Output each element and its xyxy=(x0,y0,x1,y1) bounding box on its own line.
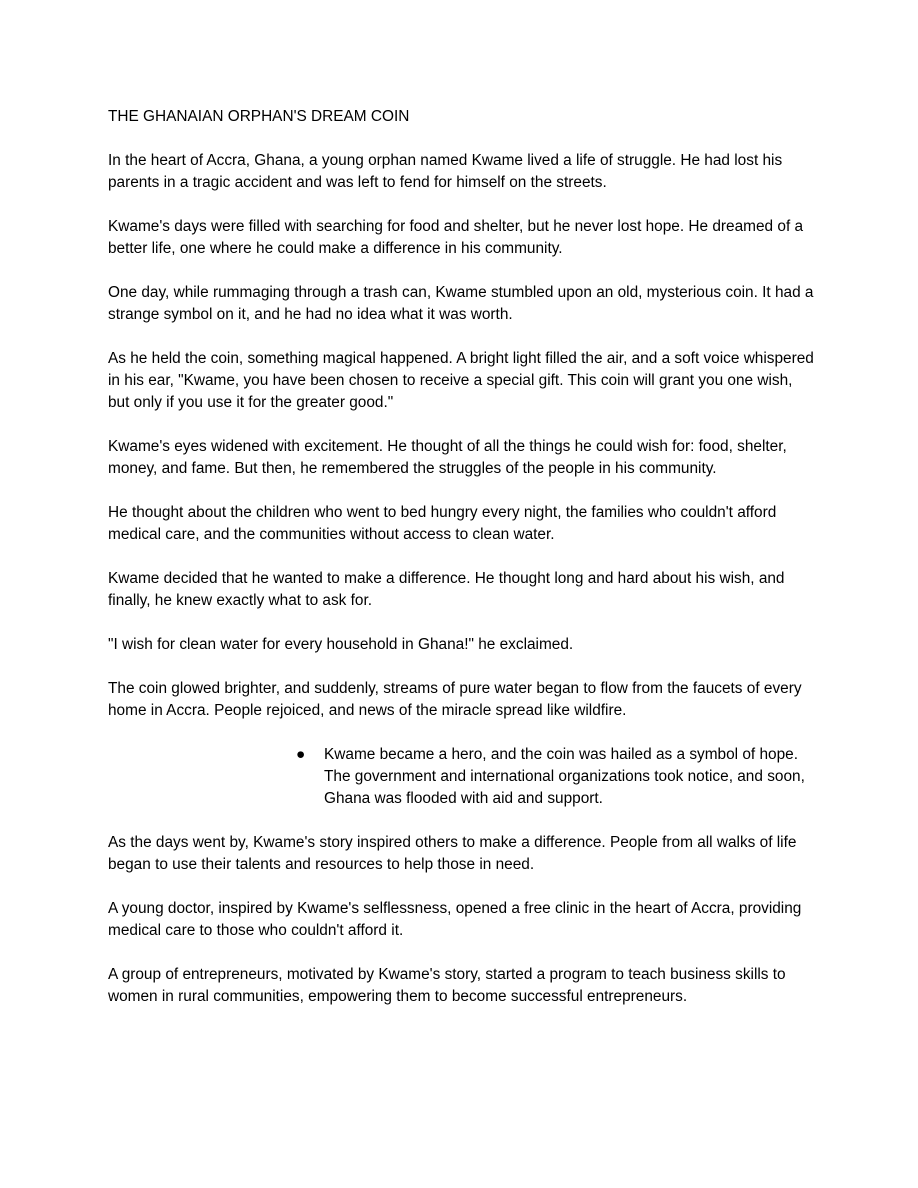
bullet-list xyxy=(108,744,814,810)
paragraph: A young doctor, inspired by Kwame's selflessness, opened a free clinic in the heart of Accra, providing medical care to those who couldn't afford it. xyxy=(108,900,802,939)
paragraph: "I wish for clean water for every household in Ghana!" he exclaimed. xyxy=(108,636,574,653)
document-body xyxy=(108,106,814,1030)
paragraph: Kwame's eyes widened with excitement. He thought of all the things he could wish for: food, shelter, money, and fame. But then, he remembered the struggles of the people in his community. xyxy=(108,438,787,477)
paragraph: As he held the coin, something magical happened. A bright light filled the air, and a soft voice whispered in his ear, "Kwame, you have been chosen to receive a special gift. This coin will grant you one wish, but only if you use it for the greater good." xyxy=(108,350,814,411)
bullet-dot-icon: ● xyxy=(296,746,306,763)
paragraph: He thought about the children who went to bed hungry every night, the families who couldn't afford medical care, and the communities without access to clean water. xyxy=(108,504,777,543)
bullet-text: Kwame became a hero, and the coin was hailed as a symbol of hope. The government and international organizations took notice, and soon, Ghana was flooded with aid and support. xyxy=(324,746,805,807)
paragraph: A group of entrepreneurs, motivated by Kwame's story, started a program to teach business skills to women in rural communities, empowering them to become successful entrepreneurs. xyxy=(108,966,786,1005)
paragraph: Kwame decided that he wanted to make a difference. He thought long and hard about his wish, and finally, he knew exactly what to ask for. xyxy=(108,570,785,609)
paragraph: In the heart of Accra, Ghana, a young orphan named Kwame lived a life of struggle. He had lost his parents in a tragic accident and was left to fend for himself on the streets. xyxy=(108,152,783,191)
paragraph: One day, while rummaging through a trash can, Kwame stumbled upon an old, mysterious coin. It had a strange symbol on it, and he had no idea what it was worth. xyxy=(108,284,814,323)
bullet-item xyxy=(296,744,814,810)
paragraph: Kwame's days were filled with searching for food and shelter, but he never lost hope. He dreamed of a better life, one where he could make a difference in his community. xyxy=(108,218,804,257)
paragraph: As the days went by, Kwame's story inspired others to make a difference. People from all walks of life began to use their talents and resources to help those in need. xyxy=(108,834,797,873)
document-title: THE GHANAIAN ORPHAN'S DREAM COIN xyxy=(108,108,410,125)
paragraph: The coin glowed brighter, and suddenly, streams of pure water began to flow from the faucets of every home in Accra. People rejoiced, and news of the miracle spread like wildfire. xyxy=(108,680,802,719)
